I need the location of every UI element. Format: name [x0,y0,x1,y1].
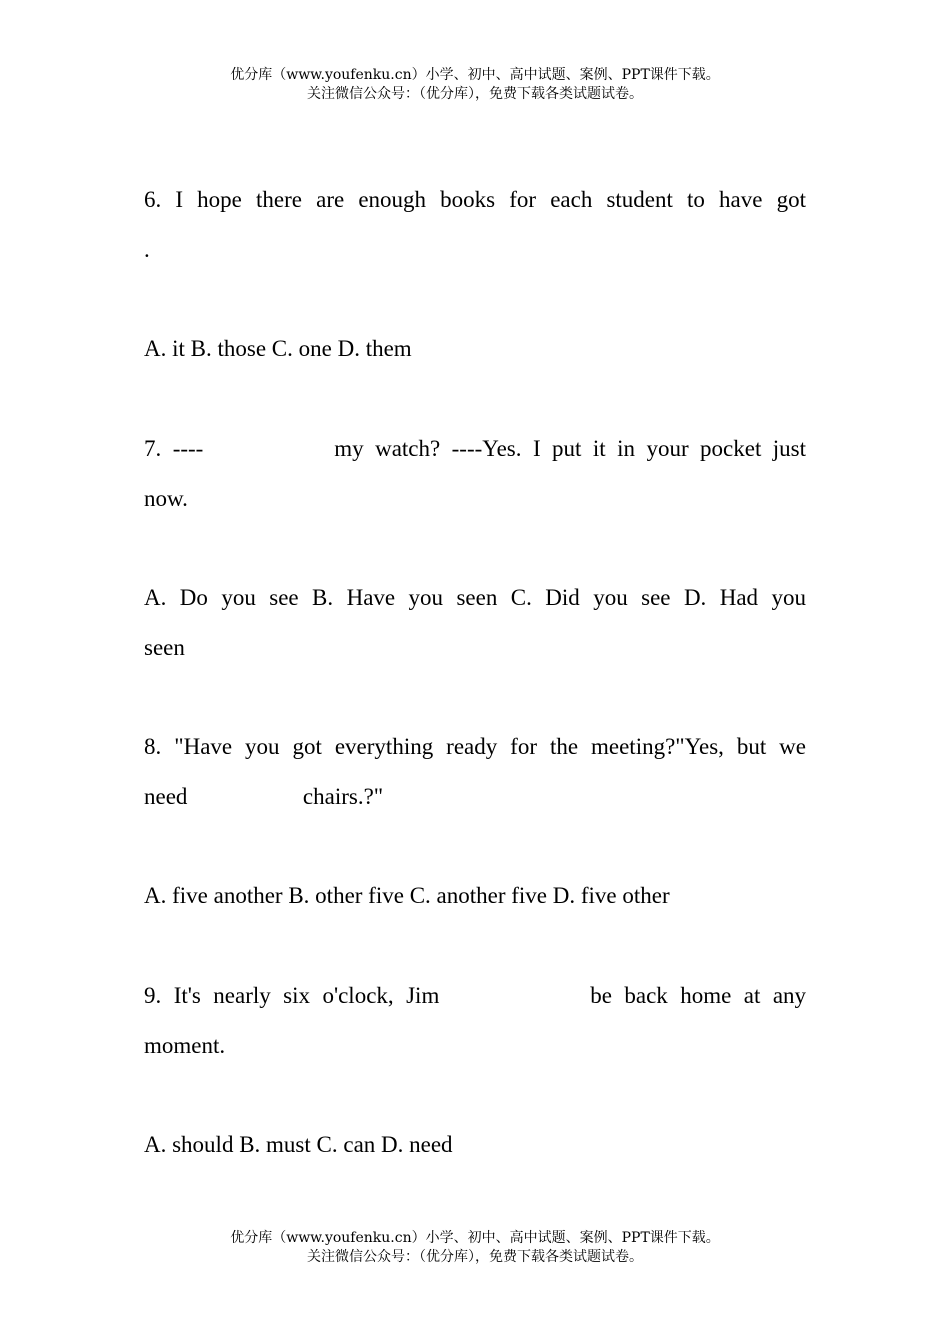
question-8-options: A. five another B. other five C. another five D. five other [144,883,670,908]
question-7-options: A. Do you see B. Have you seen C. Did you see D. Had you [144,585,806,610]
question-7-stem-part-1: 7. ---- [144,436,204,461]
question-8-stem-part-2: chairs.?" [302,784,384,809]
question-9-stem-part-1: 9. It's nearly six o'clock, Jim [144,983,440,1008]
question-7-options-end: seen [144,635,185,660]
question-8-stem: 8. "Have you got everything ready for the meeting?"Yes, but we [144,734,806,759]
question-9-stem-end: moment. [144,1033,226,1058]
header-line-1: 优分库（www.youfenku.cn）小学、初中、高中试题、案例、PPT课件下载。 [230,67,720,83]
footer-line-2: 关注微信公众号：（优分库），免费下载各类试题试卷。 [307,1249,643,1265]
footer-line-1: 优分库（www.youfenku.cn）小学、初中、高中试题、案例、PPT课件下载。 [230,1230,720,1246]
question-8-stem-end [144,782,806,812]
page-footer [0,1229,950,1267]
question-9-stem [144,981,806,1011]
question-9-stem-part-2: be back home at any [590,983,807,1008]
question-7-stem [144,434,806,464]
question-8-stem-part-1: need [144,784,188,809]
question-9-options: A. should B. must C. can D. need [144,1132,453,1157]
page-header [0,66,950,104]
question-7-stem-end: now. [144,486,188,511]
header-line-2: 关注微信公众号：（优分库），免费下载各类试题试卷。 [307,86,643,102]
question-6-stem: 6. I hope there are enough books for each student to have got [144,187,806,212]
question-6-options: A. it B. those C. one D. them [144,336,412,361]
question-6-stem-end: . [144,237,150,262]
question-7-stem-part-2: my watch? ----Yes. I put it in your pocket just [334,436,807,461]
